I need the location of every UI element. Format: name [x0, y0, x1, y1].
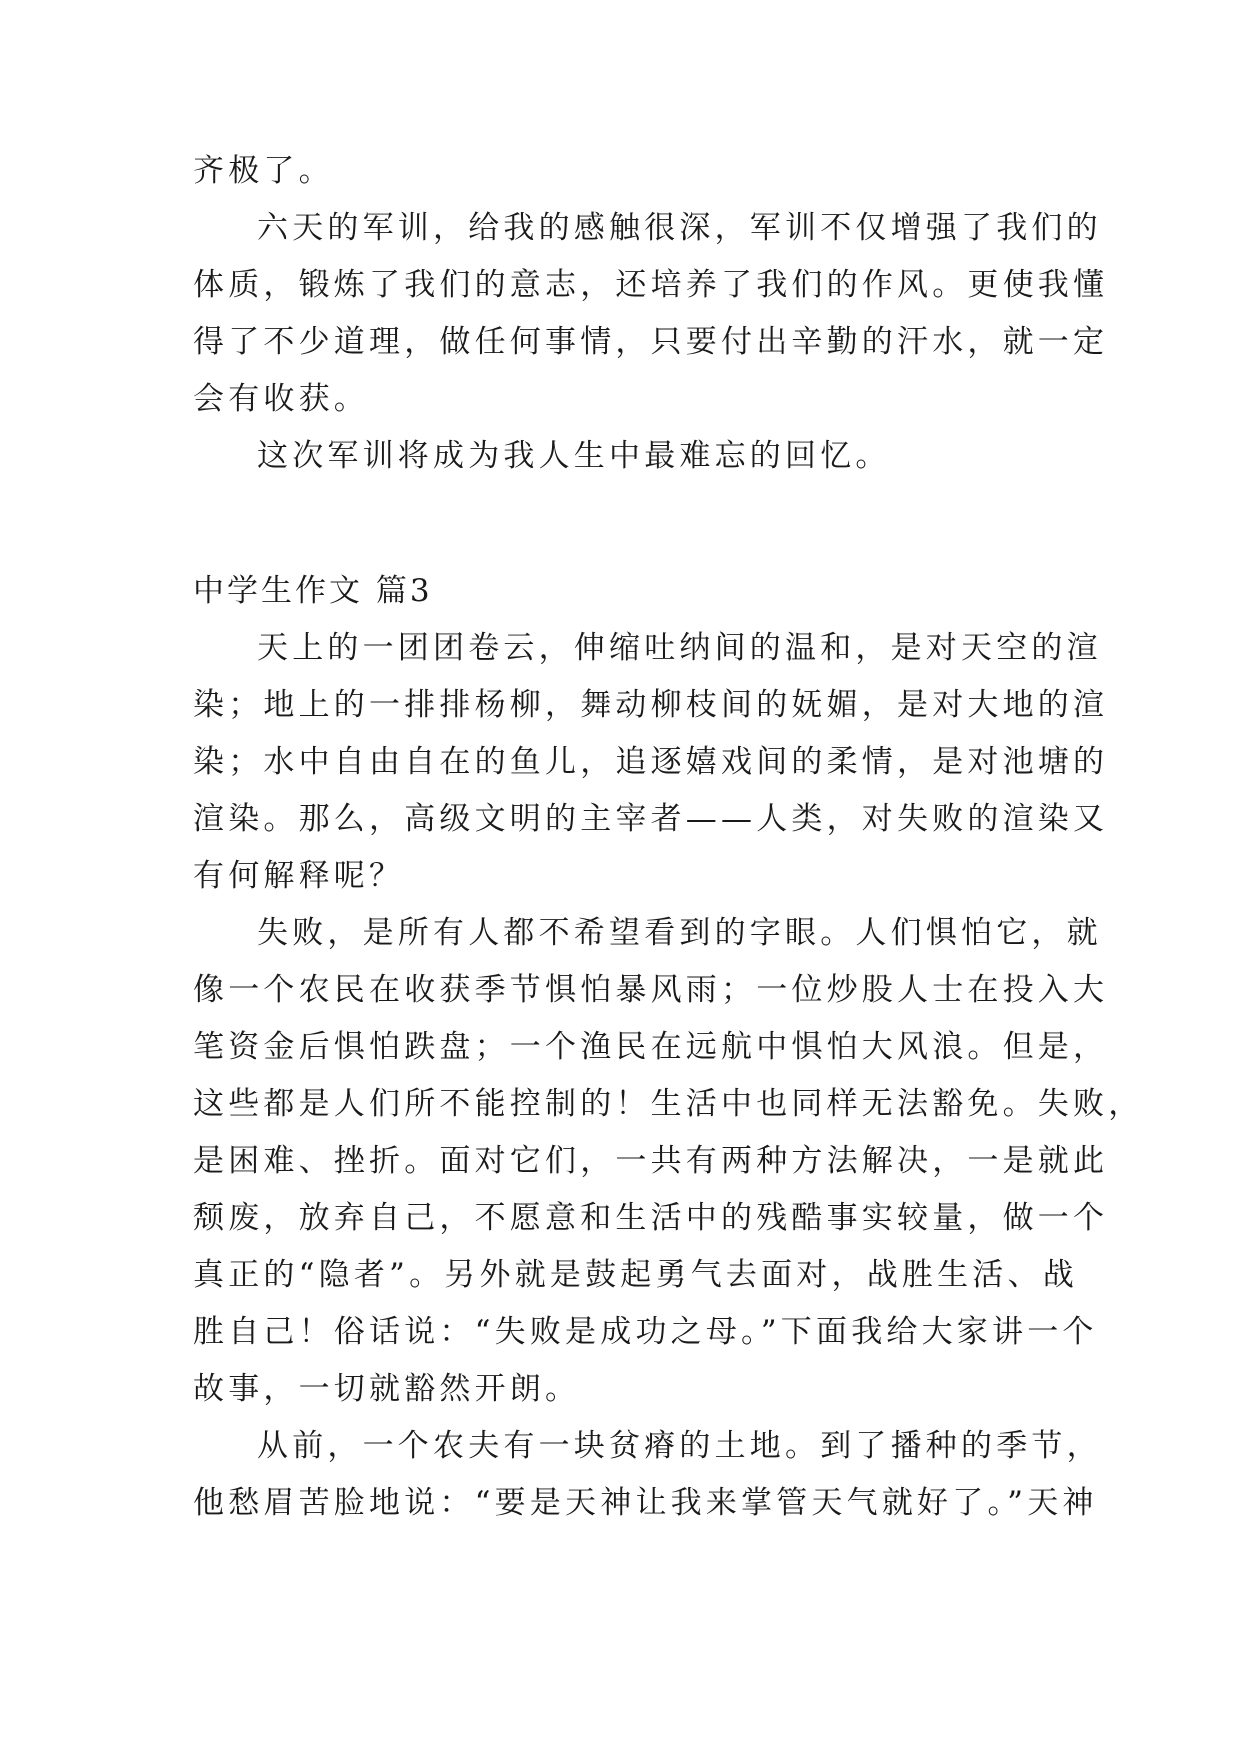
paragraph-line: 这次军训将成为我人生中最难忘的回忆。: [257, 438, 891, 474]
paragraph-line: 会有收获。: [193, 381, 369, 417]
paragraph-line: 他愁眉苦脸地说：“要是天神让我来掌管天气就好了。”天神: [193, 1485, 1098, 1521]
paragraph-line: 天上的一团团卷云，伸缩吐纳间的温和，是对天空的渲: [257, 630, 1102, 666]
paragraph-line: 胜自己！俗话说：“失败是成功之母。”下面我给大家讲一个: [193, 1314, 1098, 1350]
paragraph-line: 笔资金后惧怕跌盘；一个渔民在远航中惧怕大风浪。但是，: [193, 1029, 1109, 1065]
section-heading: 中学生作文 篇3: [193, 573, 433, 609]
paragraph-line: 故事，一切就豁然开朗。: [193, 1371, 581, 1407]
paragraph-line: 是困难、挫折。面对它们，一共有两种方法解决，一是就此: [193, 1143, 1109, 1179]
paragraph-line: 体质，锻炼了我们的意志，还培养了我们的作风。更使我懂: [193, 267, 1109, 303]
paragraph-line: 六天的军训，给我的感触很深，军训不仅增强了我们的: [257, 210, 1102, 246]
paragraph-line: 失败，是所有人都不希望看到的字眼。人们惧怕它，就: [257, 915, 1102, 951]
paragraph-line: 从前，一个农夫有一块贫瘠的土地。到了播种的季节，: [257, 1428, 1102, 1464]
paragraph-line: 像一个农民在收获季节惧怕暴风雨；一位炒股人士在投入大: [193, 972, 1109, 1008]
paragraph-line: 染；地上的一排排杨柳，舞动柳枝间的妩媚，是对大地的渲: [193, 687, 1109, 723]
paragraph-line: 颓废，放弃自己，不愿意和生活中的残酷事实较量，做一个: [193, 1200, 1109, 1236]
paragraph-line: 真正的“隐者”。另外就是鼓起勇气去面对，战胜生活、战: [193, 1257, 1078, 1293]
paragraph-line: 有何解释呢？: [193, 858, 405, 894]
paragraph-line: 渲染。那么，高级文明的主宰者——人类，对失败的渲染又: [193, 801, 1109, 837]
paragraph-line: 这些都是人们所不能控制的！生活中也同样无法豁免。失败，: [193, 1086, 1144, 1122]
paragraph-line: 得了不少道理，做任何事情，只要付出辛勤的汗水，就一定: [193, 324, 1109, 360]
paragraph-line: 齐极了。: [193, 153, 334, 189]
paragraph-line: 染；水中自由自在的鱼儿，追逐嬉戏间的柔情，是对池塘的: [193, 744, 1109, 780]
